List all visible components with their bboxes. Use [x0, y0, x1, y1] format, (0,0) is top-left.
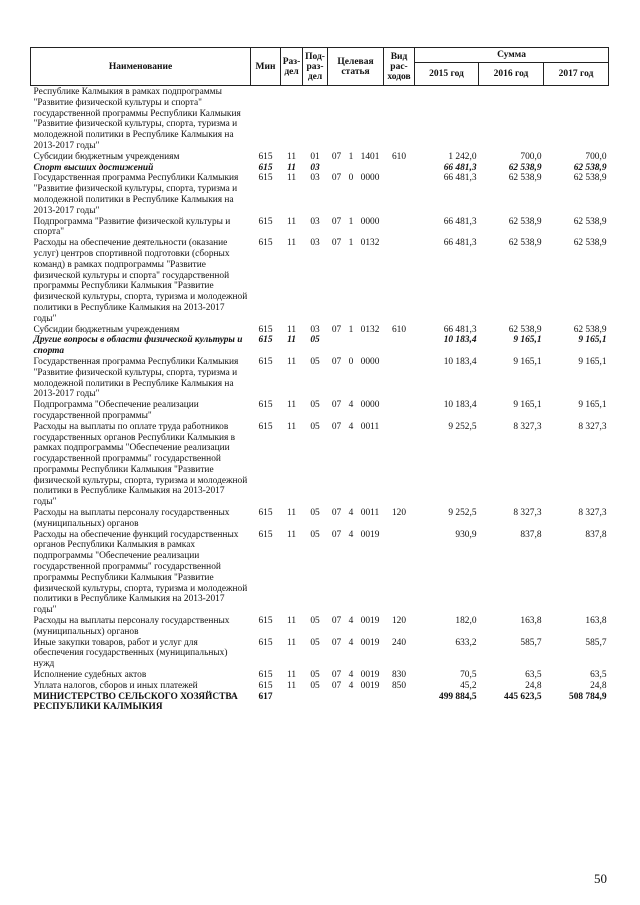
- cell-y2017: 837,8: [585, 529, 607, 540]
- table-row: [31, 163, 609, 174]
- cell-pr: [303, 86, 328, 152]
- cell-y2015: 10 183,4: [443, 335, 477, 346]
- cell-c1: 07: [331, 356, 342, 367]
- cell-c1: 07: [331, 670, 342, 681]
- cell-y2015: 9 252,5: [448, 421, 477, 432]
- cell-c1: 07: [331, 529, 342, 540]
- cell-y2016: 8 327,3: [513, 508, 542, 519]
- header-min: Мин: [251, 48, 281, 86]
- cell-y2017: 24,8: [590, 680, 607, 691]
- cell-name: Расходы на выплаты по оплате труда работников государственных органов Республики Калмыкия в рамках подпрограммы "Обеспечение реализации государственной программы" государственной программы Республики Калмыкия "Развитие физической культуры, спорта, туризма и молодежной политики в Республике Калмыкия на 2013-2017 годы": [33, 421, 248, 508]
- cell-c3: [357, 335, 384, 357]
- cell-pr: 03: [310, 324, 320, 335]
- header-target: Целевая статья: [328, 48, 384, 86]
- cell-y2017: 9 165,1: [578, 400, 607, 411]
- cell-rz: 11: [286, 421, 297, 432]
- cell-min: 615: [258, 421, 273, 432]
- cell-min: 615: [258, 680, 273, 691]
- cell-pr: 01: [310, 151, 320, 162]
- cell-name: Подпрограмма "Обеспечение реализации государственной программы": [33, 400, 199, 421]
- cell-name: Иные закупки товаров, работ и услуг для обеспечения государственных (муниципальных) нужд: [33, 637, 228, 670]
- table-row: [31, 681, 609, 692]
- cell-min: 615: [258, 400, 273, 411]
- cell-pr: 05: [310, 356, 320, 367]
- cell-y2017: 62 538,9: [573, 238, 607, 249]
- cell-vid: [384, 335, 415, 357]
- cell-rz: 11: [286, 637, 297, 648]
- cell-c1: [328, 163, 346, 174]
- cell-pr: 03: [310, 238, 320, 249]
- cell-c1: 07: [331, 173, 342, 184]
- cell-y2016: [479, 86, 544, 152]
- cell-y2015: 930,9: [455, 529, 477, 540]
- cell-c2: [346, 335, 357, 357]
- cell-c3: [357, 163, 384, 174]
- cell-y2017: 62 538,9: [573, 216, 607, 227]
- cell-y2015: [415, 86, 479, 152]
- cell-y2016: 62 538,9: [508, 173, 542, 184]
- table-row: [31, 422, 609, 508]
- table-row: [31, 670, 609, 681]
- cell-c1: 07: [331, 216, 342, 227]
- header-vid: Вид рас-ходов: [384, 48, 415, 86]
- cell-vid: [384, 163, 415, 174]
- cell-vid: 850: [391, 680, 407, 691]
- cell-c2: 1: [348, 216, 354, 227]
- cell-pr: [303, 692, 328, 714]
- cell-y2015: 45,2: [460, 680, 477, 691]
- cell-y2016: 9 165,1: [513, 400, 542, 411]
- cell-min: 615: [258, 508, 273, 519]
- cell-c3: 0019: [360, 616, 380, 627]
- cell-c2: 4: [348, 529, 354, 540]
- cell-c1: [328, 692, 346, 714]
- cell-min: 615: [258, 616, 273, 627]
- cell-c2: [346, 86, 357, 152]
- cell-name: Подпрограмма "Развитие физической культуры и спорта": [33, 216, 231, 238]
- cell-y2016: 8 327,3: [513, 421, 542, 432]
- table-row: [31, 638, 609, 670]
- cell-c3: 0019: [360, 529, 380, 540]
- cell-rz: [281, 692, 303, 714]
- cell-c3: 0132: [360, 324, 380, 335]
- cell-y2016: 62 538,9: [508, 238, 542, 249]
- cell-min: 615: [258, 162, 273, 173]
- page-number: 50: [594, 871, 607, 886]
- cell-rz: 11: [287, 162, 296, 173]
- table-row: [31, 217, 609, 239]
- header-podrazdel: Под-раз-дел: [303, 48, 328, 86]
- cell-c1: 07: [331, 508, 342, 519]
- cell-c3: 0019: [360, 670, 380, 681]
- cell-vid: [384, 86, 415, 152]
- table-row: [31, 616, 609, 638]
- cell-pr: 05: [310, 400, 320, 411]
- cell-rz: 11: [286, 680, 297, 691]
- cell-c2: 4: [348, 400, 354, 411]
- cell-c2: 4: [348, 680, 354, 691]
- cell-min: 615: [258, 238, 273, 249]
- cell-rz: 11: [286, 529, 297, 540]
- header-sum: Сумма: [415, 48, 609, 63]
- cell-y2017: 163,8: [585, 616, 607, 627]
- cell-c2: [346, 692, 357, 714]
- cell-y2015: 66 481,3: [443, 162, 477, 173]
- cell-c1: 07: [331, 637, 342, 648]
- cell-rz: 11: [286, 173, 297, 184]
- cell-c3: [357, 692, 384, 714]
- cell-y2016: 700,0: [520, 151, 542, 162]
- cell-c2: 4: [348, 508, 354, 519]
- cell-vid: [384, 217, 415, 239]
- cell-min: 615: [258, 216, 273, 227]
- cell-rz: 11: [286, 670, 297, 681]
- cell-pr: 05: [310, 680, 320, 691]
- cell-y2017: 62 538,9: [573, 173, 607, 184]
- cell-c2: 4: [348, 421, 354, 432]
- cell-y2015: 9 252,5: [448, 508, 477, 519]
- cell-rz: 11: [286, 238, 297, 249]
- cell-y2017: 62 538,9: [573, 324, 607, 335]
- table-row: [31, 692, 609, 714]
- cell-vid: 830: [391, 670, 407, 681]
- cell-c1: [328, 335, 346, 357]
- cell-y2016: 163,8: [520, 616, 542, 627]
- cell-vid: 120: [391, 616, 407, 627]
- cell-min: 615: [258, 529, 273, 540]
- cell-y2016: 62 538,9: [508, 216, 542, 227]
- cell-vid: [384, 357, 415, 400]
- cell-name: Государственная программа Республики Калмыкия "Развитие физической культуры, спорта, туризма и молодежной политики в Республике Калмыкия на 2013-2017 годы": [33, 356, 239, 400]
- cell-y2017: 9 165,1: [578, 335, 607, 346]
- cell-y2015: 70,5: [460, 670, 477, 681]
- table-header: [31, 48, 609, 86]
- cell-name: Расходы на обеспечение деятельности (оказание услуг) центров спортивной подготовки (сборных команд) в рамках подпрограммы "Развитие физической культуры и спорта" государственной программы Республики Калмыкия "Развитие физической культуры, спорта, туризма и молодежной политики в Республике Калмыкия на 2013-2017 годы": [33, 238, 248, 324]
- cell-pr: 05: [310, 421, 320, 432]
- cell-y2017: 508 784,9: [569, 691, 607, 702]
- cell-c3: 0000: [360, 400, 380, 411]
- cell-c2: 0: [348, 356, 354, 367]
- header-razdel: Раз-дел: [281, 48, 303, 86]
- cell-name: Уплата налогов, сборов и иных платежей: [33, 680, 198, 691]
- cell-y2015: 10 183,4: [443, 356, 477, 367]
- cell-c1: 07: [331, 616, 342, 627]
- header-name: Наименование: [31, 48, 251, 86]
- cell-y2015: 66 481,3: [443, 324, 477, 335]
- cell-name: Расходы на выплаты персоналу государственных (муниципальных) органов: [33, 508, 230, 529]
- cell-min: 615: [258, 637, 273, 648]
- cell-name: Республике Калмыкия в рамках подпрограммы "Развитие физической культуры и спорта" государственной программы Республики Калмыкия "Развитие физической культуры, спорта, туризма и молодежной политики в Республике Калмыкия на 2013-2017 годы": [33, 87, 241, 151]
- cell-c2: [346, 163, 357, 174]
- cell-vid: [384, 422, 415, 508]
- budget-table-container: [30, 47, 608, 713]
- cell-min: 617: [258, 691, 273, 702]
- cell-min: 615: [258, 335, 273, 346]
- cell-c1: 07: [331, 421, 342, 432]
- cell-y2017: 700,0: [585, 151, 607, 162]
- cell-rz: 11: [286, 216, 297, 227]
- cell-y2016: 63,5: [525, 670, 542, 681]
- cell-name: Расходы на выплаты персоналу государственных (муниципальных) органов: [33, 616, 230, 637]
- cell-rz: 11: [286, 400, 297, 411]
- cell-pr: 03: [310, 216, 320, 227]
- cell-c1: 07: [331, 238, 342, 249]
- cell-c2: 1: [348, 238, 354, 249]
- cell-c2: 1: [348, 151, 354, 162]
- header-2016: 2016 год: [479, 63, 544, 86]
- cell-c1: 07: [331, 151, 342, 162]
- cell-c2: 1: [348, 324, 354, 335]
- header-2015: 2015 год: [415, 63, 479, 86]
- cell-name: МИНИСТЕРСТВО СЕЛЬСКОГО ХОЗЯЙСТВА РЕСПУБЛИКИ КАЛМЫКИЯ: [33, 691, 238, 713]
- cell-vid: 610: [391, 151, 407, 162]
- cell-y2017: 9 165,1: [578, 356, 607, 367]
- cell-name: Государственная программа Республики Калмыкия "Развитие физической культуры, спорта, туризма и молодежной политики в Республике Калмыкия на 2013-2017 годы": [33, 173, 239, 216]
- cell-y2015: 499 884,5: [439, 691, 477, 702]
- cell-c2: 0: [348, 173, 354, 184]
- cell-rz: 11: [286, 616, 297, 627]
- table-row: [31, 152, 609, 163]
- cell-y2017: [544, 86, 609, 152]
- table-row: [31, 238, 609, 324]
- cell-y2015: 66 481,3: [443, 216, 477, 227]
- cell-pr: 05: [310, 670, 320, 681]
- cell-c3: 0011: [360, 508, 380, 519]
- cell-y2015: 10 183,4: [443, 400, 477, 411]
- cell-rz: 11: [286, 356, 297, 367]
- cell-vid: 240: [391, 637, 407, 648]
- cell-c1: [328, 86, 346, 152]
- cell-pr: 03: [310, 173, 320, 184]
- table-row: [31, 86, 609, 152]
- cell-c3: [357, 86, 384, 152]
- cell-name: Расходы на обеспечение функций государственных органов Республики Калмыкия в рамках подпрограммы "Обеспечение реализации государственной программы" государственной программы Республики Калмыкия "Развитие физической культуры, спорта, туризма и молодежной политики в Республике Калмыкия на 2013-2017 годы": [33, 529, 248, 616]
- cell-y2015: 66 481,3: [443, 238, 477, 249]
- cell-min: 615: [258, 324, 273, 335]
- cell-y2017: 8 327,3: [578, 508, 607, 519]
- cell-min: 615: [258, 151, 273, 162]
- cell-y2016: 9 165,1: [513, 335, 542, 346]
- cell-min: 615: [258, 173, 273, 184]
- cell-c3: 0019: [360, 680, 380, 691]
- cell-pr: 05: [310, 529, 320, 540]
- table-row: [31, 173, 609, 216]
- cell-y2016: 9 165,1: [513, 356, 542, 367]
- cell-vid: [384, 238, 415, 324]
- cell-rz: 11: [286, 508, 297, 519]
- cell-y2015: 633,2: [455, 637, 477, 648]
- cell-y2016: 24,8: [525, 680, 542, 691]
- cell-y2016: 62 538,9: [508, 324, 542, 335]
- cell-c1: 07: [331, 324, 342, 335]
- cell-name: Исполнение судебных актов: [33, 670, 147, 681]
- cell-min: 615: [258, 670, 273, 681]
- cell-c3: 0000: [360, 173, 380, 184]
- cell-vid: [384, 530, 415, 616]
- cell-rz: [281, 86, 303, 152]
- cell-y2016: 445 623,5: [504, 691, 542, 702]
- cell-y2017: 585,7: [585, 637, 607, 648]
- cell-c1: 07: [331, 400, 342, 411]
- table-row: [31, 400, 609, 422]
- cell-c2: 4: [348, 616, 354, 627]
- cell-y2016: 837,8: [520, 529, 542, 540]
- cell-vid: [384, 173, 415, 216]
- cell-vid: [384, 692, 415, 714]
- table-row: [31, 335, 609, 357]
- cell-rz: 11: [286, 151, 297, 162]
- cell-rz: 11: [287, 335, 296, 346]
- cell-rz: 11: [286, 324, 297, 335]
- cell-c3: 0011: [360, 421, 380, 432]
- table-row: [31, 325, 609, 336]
- cell-y2017: 8 327,3: [578, 421, 607, 432]
- cell-min: [251, 86, 281, 152]
- cell-pr: 05: [310, 335, 320, 346]
- cell-y2016: 62 538,9: [508, 162, 542, 173]
- cell-pr: 05: [310, 508, 320, 519]
- cell-c2: 4: [348, 637, 354, 648]
- cell-c2: 4: [348, 670, 354, 681]
- table-row: [31, 357, 609, 400]
- cell-y2015: 66 481,3: [443, 173, 477, 184]
- cell-y2017: 63,5: [590, 670, 607, 681]
- cell-name: Субсидии бюджетным учреждениям: [33, 324, 180, 335]
- cell-c3: 0000: [360, 216, 380, 227]
- cell-c3: 0019: [360, 637, 380, 648]
- cell-c3: 0132: [360, 238, 380, 249]
- cell-y2015: 182,0: [455, 616, 477, 627]
- cell-min: 615: [258, 356, 273, 367]
- table-body: [31, 86, 609, 714]
- cell-y2015: 1 242,0: [448, 151, 477, 162]
- cell-y2016: 585,7: [520, 637, 542, 648]
- cell-pr: 03: [310, 162, 320, 173]
- cell-y2017: 62 538,9: [573, 162, 607, 173]
- budget-table: [30, 47, 609, 713]
- cell-c3: 1401: [360, 151, 380, 162]
- cell-name: Другие вопросы в области физической культуры и спорта: [33, 335, 243, 357]
- cell-name: Спорт высших достижений: [33, 162, 154, 173]
- cell-vid: [384, 400, 415, 422]
- cell-pr: 05: [310, 637, 320, 648]
- table-row: [31, 530, 609, 616]
- cell-name: Субсидии бюджетным учреждениям: [33, 151, 180, 162]
- cell-pr: 05: [310, 616, 320, 627]
- cell-c3: 0000: [360, 356, 380, 367]
- cell-vid: 120: [391, 508, 407, 519]
- header-2017: 2017 год: [544, 63, 609, 86]
- cell-vid: 610: [391, 324, 407, 335]
- table-row: [31, 508, 609, 530]
- cell-c1: 07: [331, 680, 342, 691]
